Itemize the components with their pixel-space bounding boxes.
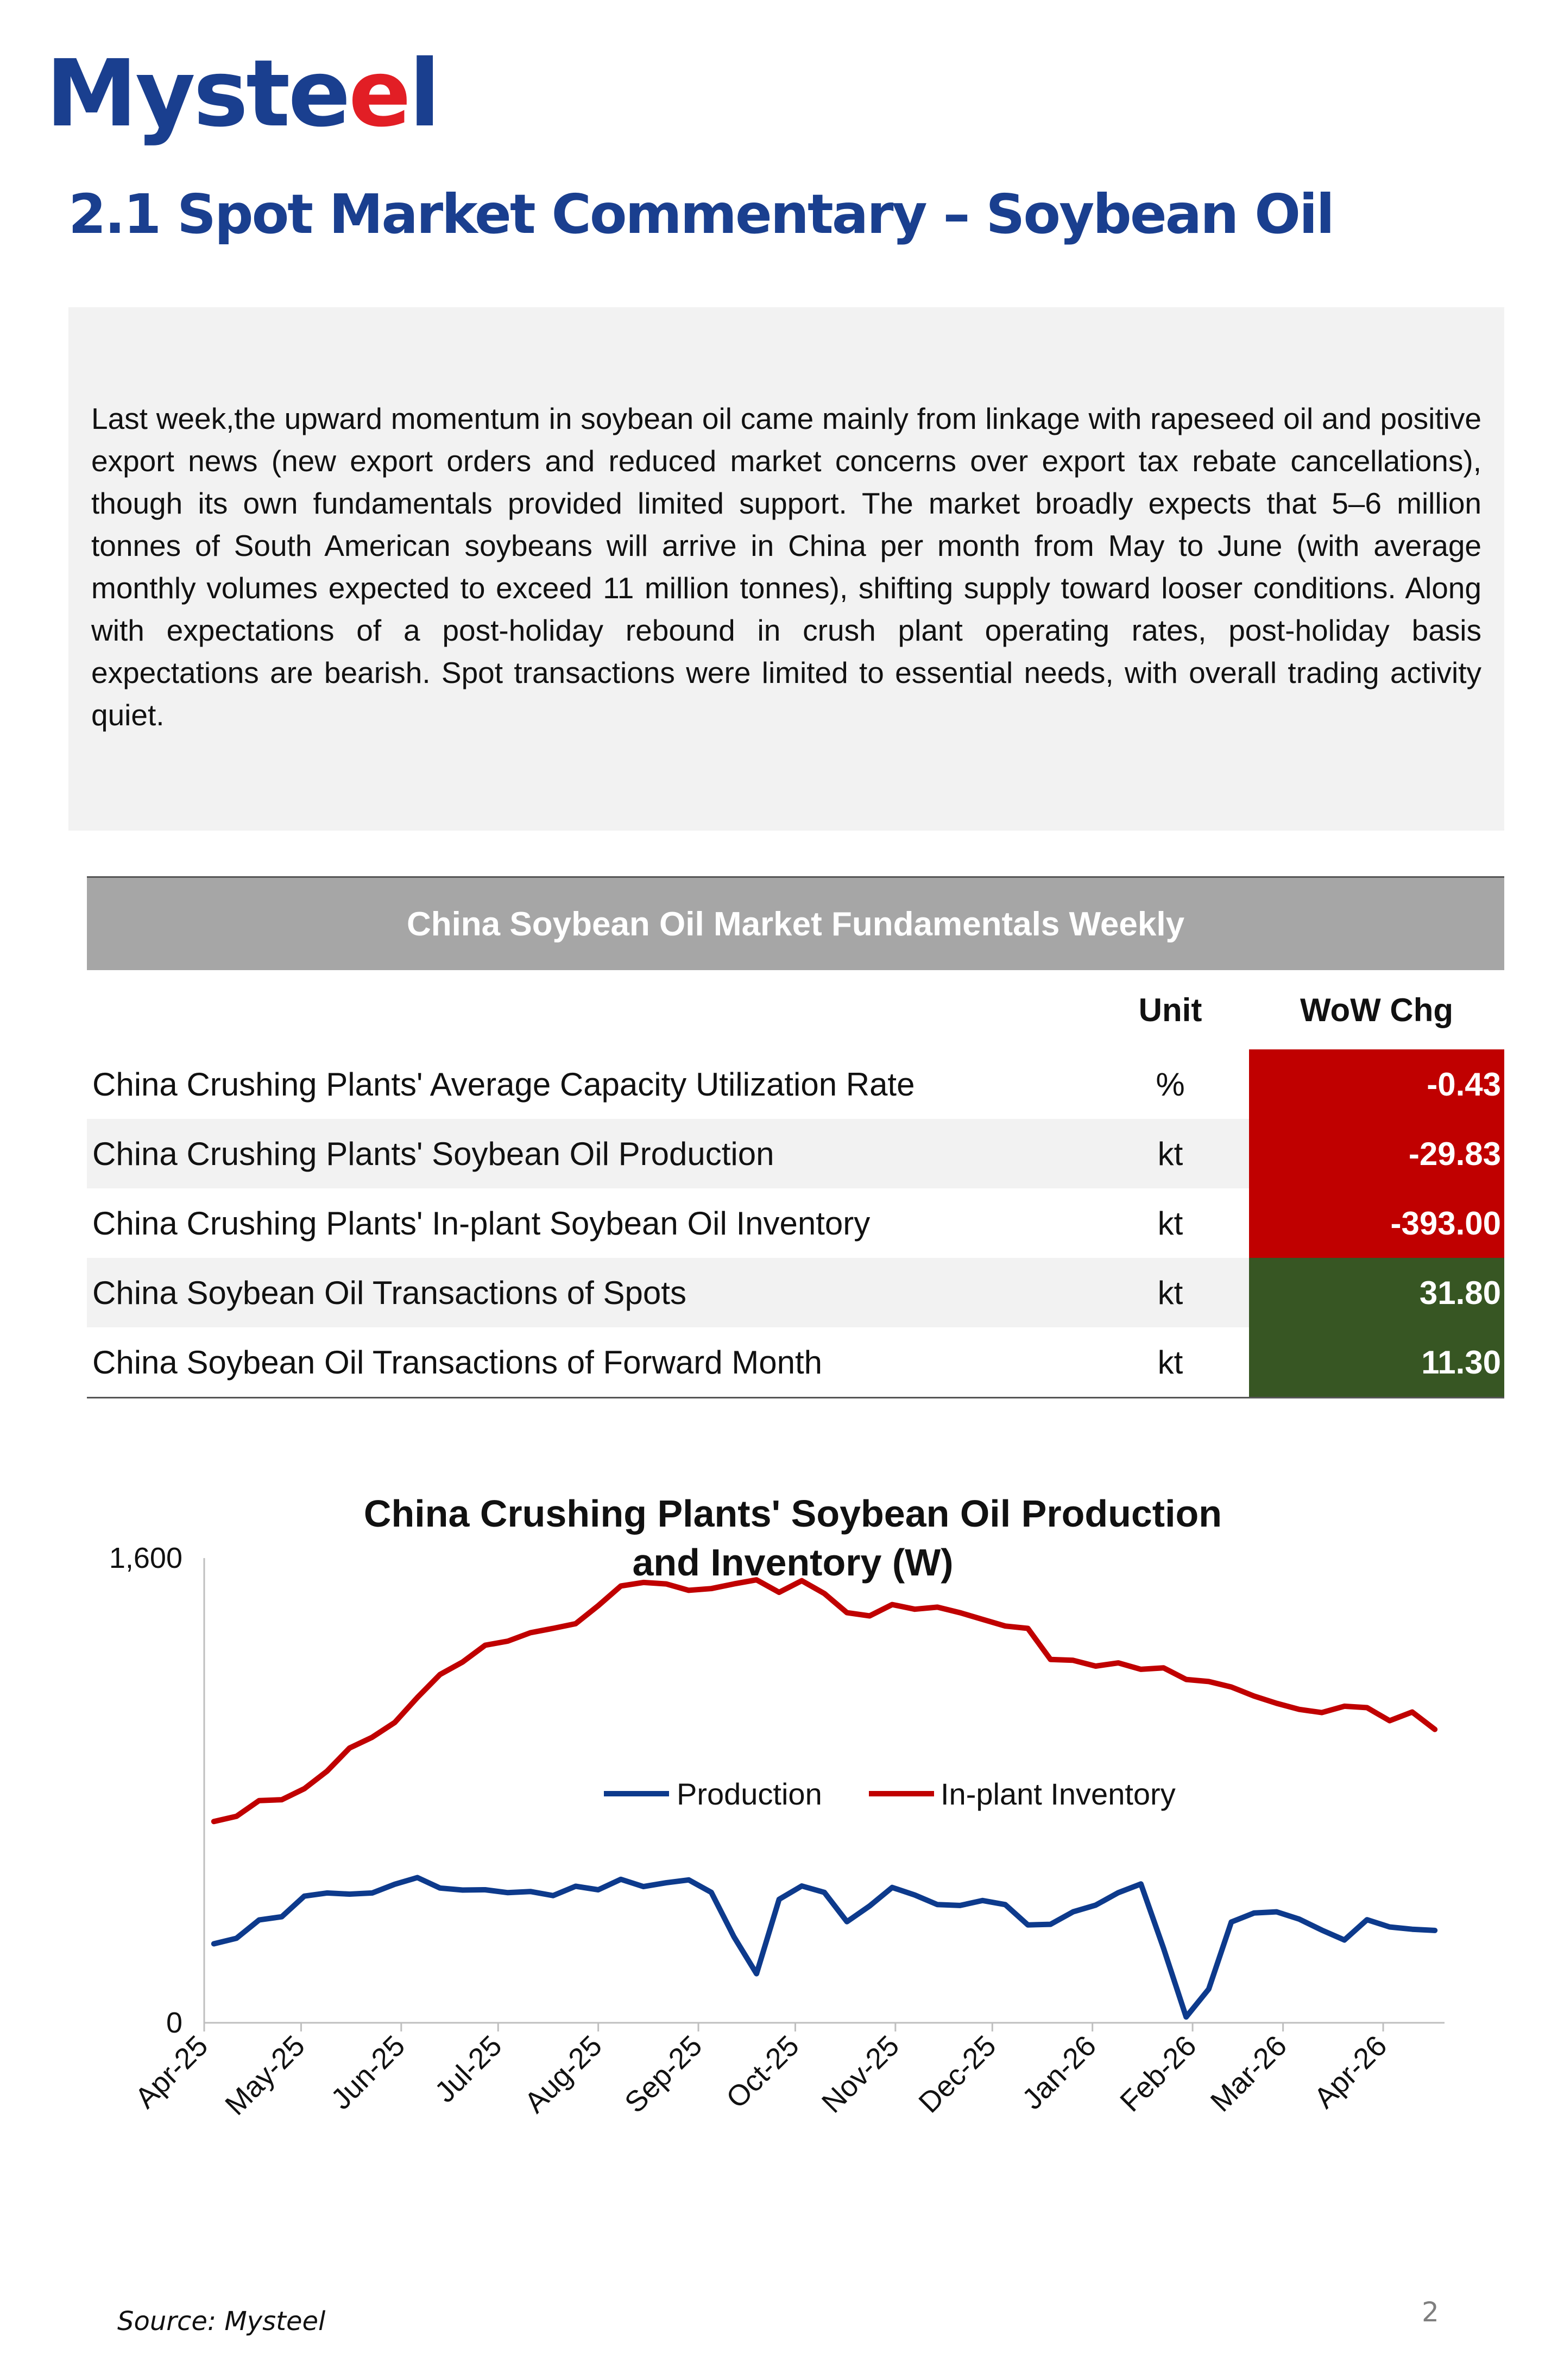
table-caption: China Soybean Oil Market Fundamentals Weekly	[87, 877, 1504, 971]
row-wow-chg: -0.43	[1249, 1049, 1504, 1119]
fundamentals-table	[87, 876, 1504, 1398]
page-number: 2	[1422, 2296, 1439, 2328]
page-title: 2.1 Spot Market Commentary – Soybean Oil	[68, 182, 1333, 246]
x-tick-label: Mar-26	[1204, 2029, 1294, 2118]
mysteel-logo	[46, 40, 439, 148]
row-item: China Soybean Oil Transactions of Spots	[87, 1258, 1092, 1327]
y-tick-label: 0	[166, 2006, 182, 2039]
x-tick-label: Jul-25	[428, 2029, 508, 2109]
commentary-text: Last week,the upward momentum in soybean oil came mainly from linkage with rapeseed oil and positive export news (new export orders and reduced market concerns over export tax rebate cancellations), though its own fundamentals provided limited support. The market broadly expects that 5–6 million tonnes of South American soybeans will arrive in China per month from May to June (with average monthly volumes expected to exceed 11 million tonnes), shifting supply toward looser conditions. Along with expectations of a post-holiday rebound in crush plant operating rates, post-holiday basis expectations are bearish. Spot transactions were limited to essential needs, with overall trading activity quiet.	[91, 402, 1481, 732]
row-item: China Crushing Plants' Soybean Oil Production	[87, 1119, 1092, 1188]
row-wow-chg: 11.30	[1249, 1327, 1504, 1398]
row-item: China Soybean Oil Transactions of Forward Month	[92, 1344, 822, 1381]
table-header-row	[87, 970, 1504, 1049]
row-unit: kt	[1157, 1205, 1183, 1242]
logo-text-end: l	[409, 40, 439, 148]
table-caption-row	[87, 877, 1504, 971]
logo-text-start: Myste	[46, 40, 349, 148]
row-unit: %	[1156, 1066, 1185, 1103]
series-line-inventory	[214, 1580, 1435, 1821]
row-item: China Crushing Plants' In-plant Soybean Oil Inventory	[92, 1205, 871, 1242]
row-wow-chg: 31.80	[1249, 1258, 1504, 1327]
table-row	[87, 1327, 1504, 1398]
row-wow-chg: -29.83	[1249, 1119, 1504, 1188]
header-unit: Unit	[1138, 991, 1202, 1028]
x-tick-label: Aug-25	[518, 2029, 609, 2119]
row-unit: kt	[1092, 1119, 1249, 1188]
x-tick-label: May-25	[219, 2029, 311, 2122]
x-tick-label: Dec-25	[912, 2029, 1002, 2119]
row-unit: kt	[1157, 1344, 1183, 1381]
legend-label: In-plant Inventory	[941, 1777, 1176, 1811]
y-tick-label: 1,600	[109, 1542, 182, 1574]
x-tick-label: Jun-25	[325, 2029, 412, 2116]
x-tick-label: Sep-25	[618, 2029, 709, 2119]
row-item: China Crushing Plants' Average Capacity Utilization Rate	[92, 1066, 915, 1103]
x-tick-label: Oct-25	[720, 2029, 805, 2115]
header-wow-chg: WoW Chg	[1300, 991, 1454, 1028]
table-row	[87, 1188, 1504, 1258]
x-tick-label: Apr-26	[1308, 2029, 1393, 2115]
production-inventory-chart	[0, 1466, 1564, 2161]
row-unit: kt	[1092, 1258, 1249, 1327]
table-row	[87, 1049, 1504, 1119]
logo-text-accent: e	[348, 40, 409, 148]
commentary-box	[68, 307, 1504, 831]
x-tick-label: Apr-25	[129, 2029, 215, 2115]
x-tick-label: Jan-26	[1016, 2029, 1103, 2116]
source-note: Source: Mysteel	[117, 2306, 326, 2337]
legend-label: Production	[677, 1777, 822, 1811]
chart-title: China Crushing Plants' Soybean Oil Production and Inventory (W)	[363, 1492, 1222, 1584]
x-tick-label: Nov-25	[815, 2029, 906, 2119]
table-row	[87, 1119, 1504, 1188]
x-tick-label: Feb-26	[1114, 2029, 1203, 2118]
row-wow-chg: -393.00	[1249, 1188, 1504, 1258]
header-item	[87, 970, 1092, 1049]
series-line-production	[214, 1878, 1435, 2017]
table-row	[87, 1258, 1504, 1327]
